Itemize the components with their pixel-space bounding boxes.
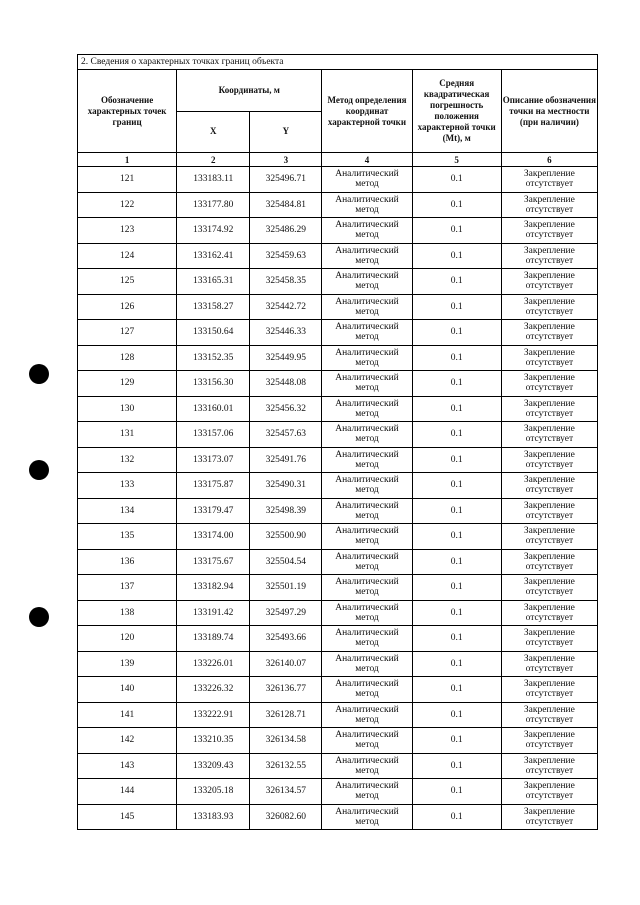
cell-method: Аналитический метод bbox=[322, 422, 412, 448]
cell-error: 0.1 bbox=[412, 651, 501, 677]
table-row bbox=[78, 371, 598, 397]
cell-y: 325456.32 bbox=[250, 396, 322, 422]
column-number: 6 bbox=[501, 153, 597, 167]
cell-error: 0.1 bbox=[412, 447, 501, 473]
cell-error: 0.1 bbox=[412, 753, 501, 779]
cell-point: 144 bbox=[78, 779, 177, 805]
header-y: Y bbox=[250, 111, 322, 153]
column-number: 4 bbox=[322, 153, 412, 167]
punch-hole bbox=[29, 460, 49, 480]
cell-x: 133157.06 bbox=[177, 422, 250, 448]
cell-point: 139 bbox=[78, 651, 177, 677]
cell-y: 325448.08 bbox=[250, 371, 322, 397]
cell-method: Аналитический метод bbox=[322, 345, 412, 371]
table-body bbox=[78, 167, 598, 830]
cell-point: 120 bbox=[78, 626, 177, 652]
table-row bbox=[78, 218, 598, 244]
cell-x: 133191.42 bbox=[177, 600, 250, 626]
table-row bbox=[78, 677, 598, 703]
punch-hole bbox=[29, 607, 49, 627]
cell-error: 0.1 bbox=[412, 575, 501, 601]
table-row bbox=[78, 396, 598, 422]
table-row bbox=[78, 192, 598, 218]
cell-point: 137 bbox=[78, 575, 177, 601]
cell-x: 133226.32 bbox=[177, 677, 250, 703]
cell-description: Закрепление отсутствует bbox=[501, 549, 597, 575]
cell-method: Аналитический метод bbox=[322, 728, 412, 754]
cell-x: 133183.11 bbox=[177, 167, 250, 193]
column-number: 1 bbox=[78, 153, 177, 167]
cell-x: 133205.18 bbox=[177, 779, 250, 805]
cell-point: 131 bbox=[78, 422, 177, 448]
cell-x: 133226.01 bbox=[177, 651, 250, 677]
column-number: 3 bbox=[250, 153, 322, 167]
cell-point: 121 bbox=[78, 167, 177, 193]
cell-method: Аналитический метод bbox=[322, 677, 412, 703]
table-row bbox=[78, 473, 598, 499]
cell-method: Аналитический метод bbox=[322, 447, 412, 473]
cell-error: 0.1 bbox=[412, 524, 501, 550]
header-coordinates: Координаты, м bbox=[177, 70, 322, 112]
cell-description: Закрепление отсутствует bbox=[501, 702, 597, 728]
cell-point: 126 bbox=[78, 294, 177, 320]
cell-method: Аналитический метод bbox=[322, 753, 412, 779]
cell-error: 0.1 bbox=[412, 396, 501, 422]
cell-error: 0.1 bbox=[412, 473, 501, 499]
cell-method: Аналитический метод bbox=[322, 575, 412, 601]
column-number: 2 bbox=[177, 153, 250, 167]
cell-description: Закрепление отсутствует bbox=[501, 269, 597, 295]
cell-y: 325459.63 bbox=[250, 243, 322, 269]
cell-description: Закрепление отсутствует bbox=[501, 600, 597, 626]
cell-y: 325449.95 bbox=[250, 345, 322, 371]
cell-method: Аналитический метод bbox=[322, 396, 412, 422]
cell-point: 135 bbox=[78, 524, 177, 550]
cell-y: 326140.07 bbox=[250, 651, 322, 677]
cell-method: Аналитический метод bbox=[322, 779, 412, 805]
cell-x: 133177.80 bbox=[177, 192, 250, 218]
cell-point: 145 bbox=[78, 804, 177, 830]
cell-description: Закрепление отсутствует bbox=[501, 575, 597, 601]
cell-method: Аналитический метод bbox=[322, 524, 412, 550]
cell-method: Аналитический метод bbox=[322, 269, 412, 295]
cell-method: Аналитический метод bbox=[322, 320, 412, 346]
table-row bbox=[78, 702, 598, 728]
cell-x: 133156.30 bbox=[177, 371, 250, 397]
cell-error: 0.1 bbox=[412, 422, 501, 448]
cell-y: 325458.35 bbox=[250, 269, 322, 295]
table-row bbox=[78, 294, 598, 320]
cell-x: 133175.67 bbox=[177, 549, 250, 575]
column-numbers-row bbox=[78, 153, 598, 167]
cell-y: 325500.90 bbox=[250, 524, 322, 550]
cell-description: Закрепление отсутствует bbox=[501, 651, 597, 677]
cell-point: 125 bbox=[78, 269, 177, 295]
cell-description: Закрепление отсутствует bbox=[501, 677, 597, 703]
cell-method: Аналитический метод bbox=[322, 804, 412, 830]
cell-method: Аналитический метод bbox=[322, 218, 412, 244]
table-row bbox=[78, 167, 598, 193]
cell-description: Закрепление отсутствует bbox=[501, 728, 597, 754]
cell-point: 124 bbox=[78, 243, 177, 269]
cell-point: 142 bbox=[78, 728, 177, 754]
cell-description: Закрепление отсутствует bbox=[501, 218, 597, 244]
cell-description: Закрепление отсутствует bbox=[501, 422, 597, 448]
header-point: Обозначение характерных точек границ bbox=[78, 70, 177, 153]
cell-error: 0.1 bbox=[412, 294, 501, 320]
cell-x: 133152.35 bbox=[177, 345, 250, 371]
cell-method: Аналитический метод bbox=[322, 192, 412, 218]
cell-y: 326134.58 bbox=[250, 728, 322, 754]
cell-y: 325446.33 bbox=[250, 320, 322, 346]
cell-y: 325493.66 bbox=[250, 626, 322, 652]
cell-description: Закрепление отсутствует bbox=[501, 371, 597, 397]
cell-method: Аналитический метод bbox=[322, 600, 412, 626]
punch-hole bbox=[29, 364, 49, 384]
cell-method: Аналитический метод bbox=[322, 498, 412, 524]
cell-point: 136 bbox=[78, 549, 177, 575]
cell-point: 128 bbox=[78, 345, 177, 371]
cell-y: 325501.19 bbox=[250, 575, 322, 601]
cell-description: Закрепление отсутствует bbox=[501, 447, 597, 473]
cell-x: 133158.27 bbox=[177, 294, 250, 320]
cell-method: Аналитический метод bbox=[322, 243, 412, 269]
cell-x: 133175.87 bbox=[177, 473, 250, 499]
table-row bbox=[78, 422, 598, 448]
header-error: Средняя квадратическая погрешность положения характерной точки (Mt), м bbox=[412, 70, 501, 153]
cell-error: 0.1 bbox=[412, 779, 501, 805]
cell-x: 133150.64 bbox=[177, 320, 250, 346]
table-row bbox=[78, 524, 598, 550]
table-row bbox=[78, 243, 598, 269]
cell-description: Закрепление отсутствует bbox=[501, 243, 597, 269]
cell-description: Закрепление отсутствует bbox=[501, 498, 597, 524]
cell-point: 129 bbox=[78, 371, 177, 397]
cell-point: 122 bbox=[78, 192, 177, 218]
cell-x: 133222.91 bbox=[177, 702, 250, 728]
cell-error: 0.1 bbox=[412, 167, 501, 193]
cell-error: 0.1 bbox=[412, 728, 501, 754]
cell-x: 133183.93 bbox=[177, 804, 250, 830]
cell-x: 133210.35 bbox=[177, 728, 250, 754]
cell-x: 133162.41 bbox=[177, 243, 250, 269]
table-row bbox=[78, 804, 598, 830]
cell-error: 0.1 bbox=[412, 626, 501, 652]
cell-point: 133 bbox=[78, 473, 177, 499]
cell-description: Закрепление отсутствует bbox=[501, 473, 597, 499]
cell-description: Закрепление отсутствует bbox=[501, 396, 597, 422]
boundary-points-table bbox=[77, 54, 598, 830]
cell-y: 326136.77 bbox=[250, 677, 322, 703]
cell-x: 133160.01 bbox=[177, 396, 250, 422]
cell-point: 141 bbox=[78, 702, 177, 728]
cell-point: 123 bbox=[78, 218, 177, 244]
cell-method: Аналитический метод bbox=[322, 702, 412, 728]
cell-y: 326128.71 bbox=[250, 702, 322, 728]
table-row bbox=[78, 779, 598, 805]
cell-error: 0.1 bbox=[412, 269, 501, 295]
cell-x: 133209.43 bbox=[177, 753, 250, 779]
cell-x: 133165.31 bbox=[177, 269, 250, 295]
cell-y: 325504.54 bbox=[250, 549, 322, 575]
cell-point: 134 bbox=[78, 498, 177, 524]
cell-error: 0.1 bbox=[412, 677, 501, 703]
cell-description: Закрепление отсутствует bbox=[501, 167, 597, 193]
cell-x: 133173.07 bbox=[177, 447, 250, 473]
cell-point: 130 bbox=[78, 396, 177, 422]
cell-x: 133189.74 bbox=[177, 626, 250, 652]
cell-y: 325498.39 bbox=[250, 498, 322, 524]
cell-description: Закрепление отсутствует bbox=[501, 804, 597, 830]
cell-error: 0.1 bbox=[412, 320, 501, 346]
cell-method: Аналитический метод bbox=[322, 473, 412, 499]
cell-point: 143 bbox=[78, 753, 177, 779]
cell-error: 0.1 bbox=[412, 345, 501, 371]
cell-method: Аналитический метод bbox=[322, 651, 412, 677]
cell-description: Закрепление отсутствует bbox=[501, 524, 597, 550]
cell-point: 140 bbox=[78, 677, 177, 703]
header-method: Метод определения координат характерной точки bbox=[322, 70, 412, 153]
cell-y: 326132.55 bbox=[250, 753, 322, 779]
cell-description: Закрепление отсутствует bbox=[501, 192, 597, 218]
cell-y: 326082.60 bbox=[250, 804, 322, 830]
table-row bbox=[78, 320, 598, 346]
table-row bbox=[78, 753, 598, 779]
cell-method: Аналитический метод bbox=[322, 626, 412, 652]
table-row bbox=[78, 269, 598, 295]
table-row bbox=[78, 600, 598, 626]
table-row bbox=[78, 498, 598, 524]
column-number: 5 bbox=[412, 153, 501, 167]
cell-method: Аналитический метод bbox=[322, 371, 412, 397]
cell-x: 133174.92 bbox=[177, 218, 250, 244]
cell-x: 133179.47 bbox=[177, 498, 250, 524]
cell-error: 0.1 bbox=[412, 498, 501, 524]
header-description: Описание обозначения точки на местности (при наличии) bbox=[501, 70, 597, 153]
cell-description: Закрепление отсутствует bbox=[501, 626, 597, 652]
cell-y: 325442.72 bbox=[250, 294, 322, 320]
cell-error: 0.1 bbox=[412, 218, 501, 244]
cell-description: Закрепление отсутствует bbox=[501, 345, 597, 371]
table-row bbox=[78, 447, 598, 473]
cell-description: Закрепление отсутствует bbox=[501, 753, 597, 779]
cell-description: Закрепление отсутствует bbox=[501, 294, 597, 320]
cell-error: 0.1 bbox=[412, 192, 501, 218]
cell-y: 325490.31 bbox=[250, 473, 322, 499]
table-row bbox=[78, 345, 598, 371]
cell-error: 0.1 bbox=[412, 804, 501, 830]
cell-method: Аналитический метод bbox=[322, 167, 412, 193]
cell-point: 138 bbox=[78, 600, 177, 626]
table-row bbox=[78, 626, 598, 652]
table-row bbox=[78, 651, 598, 677]
cell-method: Аналитический метод bbox=[322, 549, 412, 575]
section-title: 2. Сведения о характерных точках границ объекта bbox=[78, 55, 598, 70]
cell-y: 325486.29 bbox=[250, 218, 322, 244]
cell-error: 0.1 bbox=[412, 549, 501, 575]
table-row bbox=[78, 549, 598, 575]
cell-method: Аналитический метод bbox=[322, 294, 412, 320]
cell-point: 127 bbox=[78, 320, 177, 346]
cell-y: 325484.81 bbox=[250, 192, 322, 218]
cell-error: 0.1 bbox=[412, 600, 501, 626]
cell-description: Закрепление отсутствует bbox=[501, 320, 597, 346]
cell-x: 133182.94 bbox=[177, 575, 250, 601]
cell-y: 325491.76 bbox=[250, 447, 322, 473]
cell-point: 132 bbox=[78, 447, 177, 473]
table-row bbox=[78, 728, 598, 754]
cell-y: 326134.57 bbox=[250, 779, 322, 805]
cell-description: Закрепление отсутствует bbox=[501, 779, 597, 805]
cell-y: 325496.71 bbox=[250, 167, 322, 193]
cell-y: 325457.63 bbox=[250, 422, 322, 448]
cell-error: 0.1 bbox=[412, 371, 501, 397]
cell-error: 0.1 bbox=[412, 243, 501, 269]
header-x: X bbox=[177, 111, 250, 153]
cell-x: 133174.00 bbox=[177, 524, 250, 550]
table-row bbox=[78, 575, 598, 601]
cell-y: 325497.29 bbox=[250, 600, 322, 626]
cell-error: 0.1 bbox=[412, 702, 501, 728]
